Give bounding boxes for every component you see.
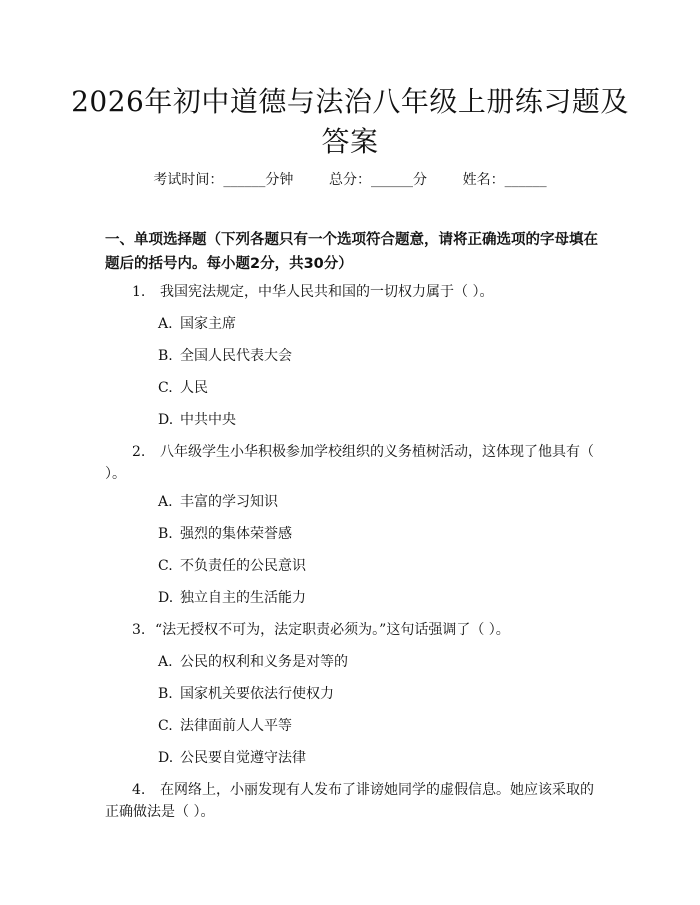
option-letter: C. (158, 558, 173, 574)
option-letter: D. (158, 750, 174, 766)
option-letter: A. (158, 494, 173, 510)
option-letter: B. (158, 348, 173, 364)
option-text: 国家主席 (180, 316, 236, 332)
option-text: 不负责任的公民意识 (180, 558, 306, 574)
question-2-option-d (158, 587, 306, 609)
option-text: 国家机关要依法行使权力 (180, 686, 334, 702)
exam-time-label: 考试时间： (153, 172, 224, 188)
total-score-unit: 分 (413, 172, 427, 188)
question-text: 我国宪法规定，中华人民共和国的一切权力属于（ ）。 (160, 284, 494, 300)
question-2-option-a (158, 491, 278, 513)
question-1-option-c (158, 377, 208, 399)
option-letter: B. (158, 526, 173, 542)
option-letter: D. (158, 590, 174, 606)
exam-time-unit: 分钟 (265, 172, 294, 188)
option-text: 公民要自觉遵守法律 (180, 750, 306, 766)
question-3-option-b (158, 683, 334, 705)
question-number: 3. (132, 622, 146, 638)
option-letter: D. (158, 412, 174, 428)
question-number: 2. (132, 444, 146, 460)
question-text: “法无授权不可为，法定职责必须为。”这句话强调了（ ）。 (155, 622, 510, 638)
option-text: 法律面前人人平等 (180, 718, 292, 734)
student-name-label: 姓名： (462, 172, 505, 188)
section-heading: 一、单项选择题（下列各题只有一个选项符合题意，请将正确选项的字母填在题后的括号内。每小题2分，共30分） (105, 232, 598, 272)
option-text: 强烈的集体荣誉感 (180, 526, 292, 542)
total-score-blank: ______ (371, 172, 413, 188)
question-text: 在网络上，小丽发现有人发布了诽谤她同学的虚假信息。她应该采取的正确做法是（ ）。 (105, 782, 594, 820)
option-letter: C. (158, 380, 173, 396)
question-1-option-a (158, 313, 236, 335)
question-3-option-d (158, 747, 306, 769)
question-number: 4. (132, 782, 146, 798)
option-text: 人民 (180, 380, 208, 396)
option-text: 丰富的学习知识 (180, 494, 278, 510)
question-1-option-d (158, 409, 236, 431)
option-text: 全国人民代表大会 (180, 348, 292, 364)
question-3-option-c (158, 715, 292, 737)
student-name-blank: ______ (504, 172, 547, 188)
option-letter: A. (158, 654, 173, 670)
option-text: 中共中央 (180, 412, 236, 428)
option-text: 独立自主的生活能力 (180, 590, 306, 606)
exam-time-blank: ______ (223, 172, 266, 188)
exam-info-line (0, 170, 700, 190)
question-text: 八年级学生小华积极参加学校组织的义务植树活动，这体现了他具有（ ）。 (105, 444, 594, 482)
question-2-option-b (158, 523, 292, 545)
option-text: 公民的权利和义务是对等的 (180, 654, 348, 670)
question-2-option-c (158, 555, 306, 577)
question-number: 1. (132, 284, 146, 300)
option-letter: C. (158, 718, 173, 734)
option-letter: B. (158, 686, 173, 702)
option-letter: A. (158, 316, 173, 332)
total-score-label: 总分： (329, 172, 371, 188)
question-3-option-a (158, 651, 348, 673)
question-1-option-b (158, 345, 292, 367)
document-title: 2026年初中道德与法治八年级上册练习题及答案 (71, 85, 629, 158)
